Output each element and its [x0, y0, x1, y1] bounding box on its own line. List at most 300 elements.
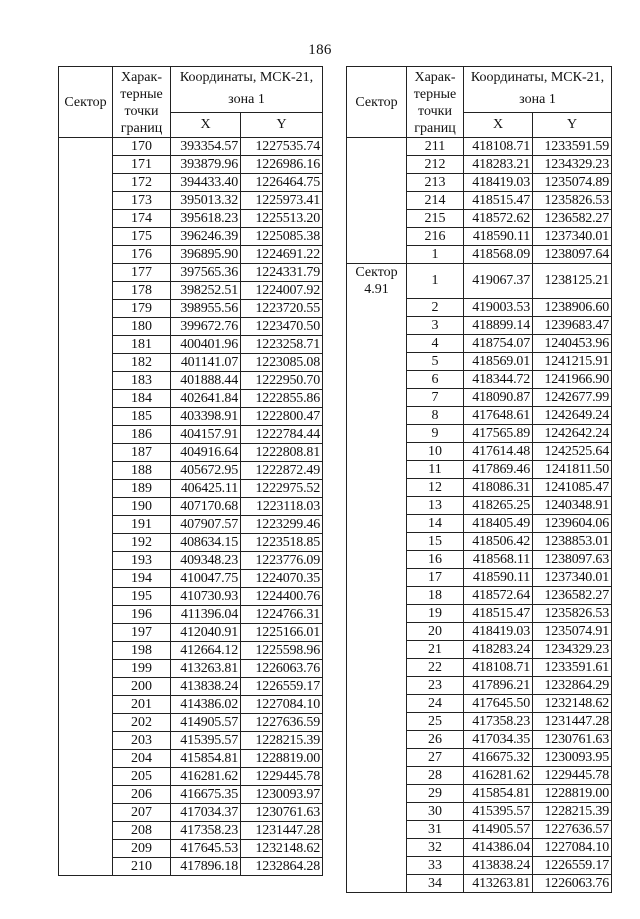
sector-cell	[59, 804, 113, 822]
table-row	[347, 514, 612, 532]
y-cell: 1226986.16	[241, 156, 323, 174]
x-cell: 418590.11	[464, 228, 533, 246]
sector-cell	[59, 516, 113, 534]
table-row	[59, 174, 323, 192]
x-cell: 403398.91	[171, 408, 241, 426]
table-row	[59, 498, 323, 516]
sector-cell	[347, 496, 407, 514]
table-row	[347, 838, 612, 856]
x-cell: 417869.46	[464, 460, 533, 478]
sector-cell	[59, 642, 113, 660]
y-cell: 1238097.63	[533, 550, 612, 568]
x-cell: 418515.47	[464, 604, 533, 622]
sector-cell	[347, 550, 407, 568]
point-cell: 11	[407, 460, 464, 478]
point-cell: 204	[113, 750, 171, 768]
table-row	[59, 606, 323, 624]
y-cell: 1226559.17	[533, 856, 612, 874]
point-cell: 189	[113, 480, 171, 498]
sector-cell	[347, 442, 407, 460]
table-row	[347, 156, 612, 174]
table-row	[59, 156, 323, 174]
sector-cell	[59, 426, 113, 444]
x-cell: 418899.14	[464, 316, 533, 334]
sector-cell	[59, 840, 113, 858]
point-cell: 197	[113, 624, 171, 642]
y-cell: 1232864.29	[533, 676, 612, 694]
sector-cell	[347, 460, 407, 478]
sector-cell	[347, 352, 407, 370]
point-cell: 206	[113, 786, 171, 804]
x-cell: 418572.62	[464, 210, 533, 228]
header-sector: Сектор	[59, 67, 113, 138]
y-cell: 1225166.01	[241, 624, 323, 642]
header-x: X	[171, 112, 241, 137]
table-row	[347, 694, 612, 712]
point-cell: 4	[407, 334, 464, 352]
table-row	[59, 318, 323, 336]
sector-cell	[347, 802, 407, 820]
x-cell: 413263.81	[171, 660, 241, 678]
sector-cell	[347, 568, 407, 586]
y-cell: 1224400.76	[241, 588, 323, 606]
point-cell: 199	[113, 660, 171, 678]
y-cell: 1241966.90	[533, 370, 612, 388]
sector-cell	[59, 408, 113, 426]
x-cell: 406425.11	[171, 480, 241, 498]
sector-cell	[347, 156, 407, 174]
point-cell: 173	[113, 192, 171, 210]
table-row	[347, 174, 612, 192]
table-row	[347, 784, 612, 802]
point-cell: 196	[113, 606, 171, 624]
x-cell: 398252.51	[171, 282, 241, 300]
x-cell: 419067.37	[464, 264, 533, 299]
sector-cell	[59, 300, 113, 318]
point-cell: 12	[407, 478, 464, 496]
x-cell: 413263.81	[464, 874, 533, 892]
x-cell: 396246.39	[171, 228, 241, 246]
point-cell: 190	[113, 498, 171, 516]
x-cell: 402641.84	[171, 390, 241, 408]
sector-cell	[59, 588, 113, 606]
point-cell: 192	[113, 534, 171, 552]
point-cell: 202	[113, 714, 171, 732]
point-cell: 7	[407, 388, 464, 406]
point-cell: 174	[113, 210, 171, 228]
x-cell: 414905.57	[171, 714, 241, 732]
y-cell: 1230093.95	[533, 748, 612, 766]
point-cell: 26	[407, 730, 464, 748]
table-row	[59, 642, 323, 660]
x-cell: 414386.04	[464, 838, 533, 856]
sector-cell	[347, 874, 407, 892]
sector-cell	[59, 768, 113, 786]
point-cell: 215	[407, 210, 464, 228]
table-row	[59, 822, 323, 840]
point-cell: 188	[113, 462, 171, 480]
x-cell: 417648.61	[464, 406, 533, 424]
y-cell: 1233591.59	[533, 138, 612, 156]
x-cell: 413838.24	[171, 678, 241, 696]
x-cell: 418405.49	[464, 514, 533, 532]
y-cell: 1222784.44	[241, 426, 323, 444]
table-row	[59, 768, 323, 786]
coordinates-table-left	[58, 66, 323, 876]
y-cell: 1225513.20	[241, 210, 323, 228]
coordinates-table-right	[346, 66, 612, 893]
y-cell: 1242649.24	[533, 406, 612, 424]
sector-cell	[347, 298, 407, 316]
x-cell: 410730.93	[171, 588, 241, 606]
x-cell: 393354.57	[171, 138, 241, 156]
sector-cell	[59, 750, 113, 768]
y-cell: 1227084.10	[241, 696, 323, 714]
sector-cell	[347, 658, 407, 676]
sector-cell	[347, 246, 407, 264]
table-row	[59, 588, 323, 606]
x-cell: 416675.32	[464, 748, 533, 766]
y-cell: 1230093.97	[241, 786, 323, 804]
x-cell: 418283.24	[464, 640, 533, 658]
point-cell: 216	[407, 228, 464, 246]
x-cell: 404157.91	[171, 426, 241, 444]
table-row	[347, 334, 612, 352]
y-cell: 1224691.22	[241, 246, 323, 264]
y-cell: 1242525.64	[533, 442, 612, 460]
table-row	[347, 550, 612, 568]
sector-cell	[347, 622, 407, 640]
point-cell: 182	[113, 354, 171, 372]
table-row	[347, 730, 612, 748]
sector-cell	[347, 694, 407, 712]
table-row	[59, 426, 323, 444]
y-cell: 1231447.28	[533, 712, 612, 730]
sector-cell	[347, 478, 407, 496]
y-cell: 1226559.17	[241, 678, 323, 696]
table-row	[59, 462, 323, 480]
point-cell: 177	[113, 264, 171, 282]
point-cell: 214	[407, 192, 464, 210]
table-row	[347, 478, 612, 496]
point-cell: 178	[113, 282, 171, 300]
x-cell: 417034.35	[464, 730, 533, 748]
table-row	[59, 480, 323, 498]
table-row	[347, 640, 612, 658]
sector-cell	[59, 462, 113, 480]
table-row	[59, 840, 323, 858]
table-row	[347, 298, 612, 316]
table-row	[59, 858, 323, 876]
x-cell: 398955.56	[171, 300, 241, 318]
sector-cell	[347, 856, 407, 874]
point-cell: 211	[407, 138, 464, 156]
x-cell: 418108.71	[464, 658, 533, 676]
table-row	[59, 714, 323, 732]
sector-cell	[347, 424, 407, 442]
y-cell: 1235074.89	[533, 174, 612, 192]
y-cell: 1226464.75	[241, 174, 323, 192]
y-cell: 1226063.76	[241, 660, 323, 678]
table-row	[59, 246, 323, 264]
sector-cell	[347, 766, 407, 784]
x-cell: 401888.44	[171, 372, 241, 390]
point-cell: 171	[113, 156, 171, 174]
sector-cell	[347, 604, 407, 622]
y-cell: 1222808.81	[241, 444, 323, 462]
sector-cell	[347, 514, 407, 532]
sector-cell	[59, 624, 113, 642]
point-cell: 175	[113, 228, 171, 246]
table-row	[59, 732, 323, 750]
table-row	[59, 570, 323, 588]
point-cell: 22	[407, 658, 464, 676]
point-cell: 184	[113, 390, 171, 408]
y-cell: 1229445.78	[533, 766, 612, 784]
header-characteristic-points: Харак-терные точки границ	[113, 67, 171, 138]
y-cell: 1228215.39	[533, 802, 612, 820]
sector-cell	[59, 210, 113, 228]
x-cell: 418090.87	[464, 388, 533, 406]
sector-cell	[347, 730, 407, 748]
y-cell: 1238125.21	[533, 264, 612, 299]
table-row	[59, 354, 323, 372]
x-cell: 418265.25	[464, 496, 533, 514]
y-cell: 1237340.01	[533, 568, 612, 586]
table-row	[347, 676, 612, 694]
y-cell: 1242677.99	[533, 388, 612, 406]
sector-cell	[347, 820, 407, 838]
x-cell: 418419.03	[464, 622, 533, 640]
x-cell: 415854.81	[464, 784, 533, 802]
y-cell: 1232864.28	[241, 858, 323, 876]
point-cell: 212	[407, 156, 464, 174]
point-cell: 1	[407, 246, 464, 264]
sector-cell	[347, 532, 407, 550]
point-cell: 200	[113, 678, 171, 696]
point-cell: 25	[407, 712, 464, 730]
point-cell: 172	[113, 174, 171, 192]
point-cell: 29	[407, 784, 464, 802]
y-cell: 1235826.53	[533, 604, 612, 622]
sector-cell	[59, 390, 113, 408]
sector-cell	[59, 858, 113, 876]
table-row	[347, 622, 612, 640]
y-cell: 1222975.52	[241, 480, 323, 498]
y-cell: 1234329.23	[533, 640, 612, 658]
point-cell: 13	[407, 496, 464, 514]
table-row	[347, 748, 612, 766]
x-cell: 417645.53	[171, 840, 241, 858]
point-cell: 208	[113, 822, 171, 840]
point-cell: 5	[407, 352, 464, 370]
sector-cell	[347, 676, 407, 694]
y-cell: 1230761.63	[241, 804, 323, 822]
table-row	[59, 300, 323, 318]
x-cell: 415854.81	[171, 750, 241, 768]
table-row	[347, 712, 612, 730]
table-row	[347, 532, 612, 550]
x-cell: 419003.53	[464, 298, 533, 316]
point-cell: 191	[113, 516, 171, 534]
sector-cell	[347, 228, 407, 246]
header-characteristic-points: Харак-терные точки границ	[407, 67, 464, 138]
table-row	[59, 336, 323, 354]
x-cell: 397565.36	[171, 264, 241, 282]
sector-cell	[59, 264, 113, 282]
x-cell: 410047.75	[171, 570, 241, 588]
point-cell: 21	[407, 640, 464, 658]
sector-cell	[347, 138, 407, 156]
table-row	[347, 766, 612, 784]
x-cell: 412040.91	[171, 624, 241, 642]
point-cell: 198	[113, 642, 171, 660]
y-cell: 1240348.91	[533, 496, 612, 514]
table-row	[347, 604, 612, 622]
table-row	[59, 552, 323, 570]
sector-cell	[347, 406, 407, 424]
header-y: Y	[241, 112, 323, 137]
x-cell: 418754.07	[464, 334, 533, 352]
sector-cell	[59, 534, 113, 552]
point-cell: 170	[113, 138, 171, 156]
point-cell: 14	[407, 514, 464, 532]
point-cell: 205	[113, 768, 171, 786]
point-cell: 209	[113, 840, 171, 858]
sector-cell	[347, 192, 407, 210]
point-cell: 194	[113, 570, 171, 588]
sector-cell	[347, 210, 407, 228]
x-cell: 401141.07	[171, 354, 241, 372]
sector-cell	[59, 480, 113, 498]
y-cell: 1233591.61	[533, 658, 612, 676]
table-row	[59, 138, 323, 156]
x-cell: 418568.09	[464, 246, 533, 264]
table-row	[347, 316, 612, 334]
y-cell: 1227535.74	[241, 138, 323, 156]
sector-cell	[347, 784, 407, 802]
y-cell: 1238097.64	[533, 246, 612, 264]
sector-cell	[59, 678, 113, 696]
point-cell: 181	[113, 336, 171, 354]
x-cell: 418086.31	[464, 478, 533, 496]
table-row	[347, 370, 612, 388]
y-cell: 1238853.01	[533, 532, 612, 550]
sector-cell	[59, 354, 113, 372]
point-cell: 18	[407, 586, 464, 604]
sector-cell	[59, 786, 113, 804]
sector-cell	[347, 316, 407, 334]
x-cell: 414386.02	[171, 696, 241, 714]
point-cell: 207	[113, 804, 171, 822]
table-row	[347, 586, 612, 604]
y-cell: 1230761.63	[533, 730, 612, 748]
x-cell: 417358.23	[464, 712, 533, 730]
header-coordinates: Координаты, МСК-21, зона 1	[171, 67, 323, 113]
sector-cell	[347, 334, 407, 352]
x-cell: 416675.35	[171, 786, 241, 804]
x-cell: 417565.89	[464, 424, 533, 442]
x-cell: 414905.57	[464, 820, 533, 838]
x-cell: 405672.95	[171, 462, 241, 480]
y-cell: 1223470.50	[241, 318, 323, 336]
x-cell: 395618.23	[171, 210, 241, 228]
table-row	[347, 496, 612, 514]
x-cell: 416281.62	[171, 768, 241, 786]
y-cell: 1232148.62	[533, 694, 612, 712]
header-y: Y	[533, 112, 612, 137]
y-cell: 1241085.47	[533, 478, 612, 496]
table-row	[59, 228, 323, 246]
x-cell: 411396.04	[171, 606, 241, 624]
table-row	[347, 406, 612, 424]
sector-cell	[59, 570, 113, 588]
sector-cell	[59, 138, 113, 156]
x-cell: 418515.47	[464, 192, 533, 210]
table-row	[59, 372, 323, 390]
table-row	[59, 678, 323, 696]
x-cell: 418590.11	[464, 568, 533, 586]
table-row	[347, 246, 612, 264]
x-cell: 395013.32	[171, 192, 241, 210]
y-cell: 1239604.06	[533, 514, 612, 532]
y-cell: 1234329.23	[533, 156, 612, 174]
table-row	[59, 390, 323, 408]
table-row	[59, 660, 323, 678]
x-cell: 418344.72	[464, 370, 533, 388]
y-cell: 1235826.53	[533, 192, 612, 210]
point-cell: 2	[407, 298, 464, 316]
table-row	[59, 750, 323, 768]
point-cell: 16	[407, 550, 464, 568]
y-cell: 1224070.35	[241, 570, 323, 588]
y-cell: 1225973.41	[241, 192, 323, 210]
table-row	[347, 352, 612, 370]
x-cell: 399672.76	[171, 318, 241, 336]
y-cell: 1235074.91	[533, 622, 612, 640]
x-cell: 412664.12	[171, 642, 241, 660]
sector-cell	[59, 246, 113, 264]
point-cell: 28	[407, 766, 464, 784]
point-cell: 8	[407, 406, 464, 424]
page-number: 186	[308, 42, 332, 58]
y-cell: 1232148.62	[241, 840, 323, 858]
x-cell: 409348.23	[171, 552, 241, 570]
table-row	[59, 696, 323, 714]
sector-cell	[59, 192, 113, 210]
point-cell: 19	[407, 604, 464, 622]
table-row	[59, 210, 323, 228]
x-cell: 407170.68	[171, 498, 241, 516]
y-cell: 1241811.50	[533, 460, 612, 478]
table-row	[59, 192, 323, 210]
table-row	[347, 264, 612, 299]
y-cell: 1239683.47	[533, 316, 612, 334]
table-body-right	[347, 138, 612, 893]
point-cell: 15	[407, 532, 464, 550]
x-cell: 418572.64	[464, 586, 533, 604]
sector-cell	[59, 228, 113, 246]
table-row	[347, 460, 612, 478]
sector-cell	[59, 606, 113, 624]
y-cell: 1224007.92	[241, 282, 323, 300]
x-cell: 400401.96	[171, 336, 241, 354]
table-row	[347, 228, 612, 246]
y-cell: 1227084.10	[533, 838, 612, 856]
y-cell: 1225598.96	[241, 642, 323, 660]
sector-cell	[59, 552, 113, 570]
point-cell: 1	[407, 264, 464, 299]
